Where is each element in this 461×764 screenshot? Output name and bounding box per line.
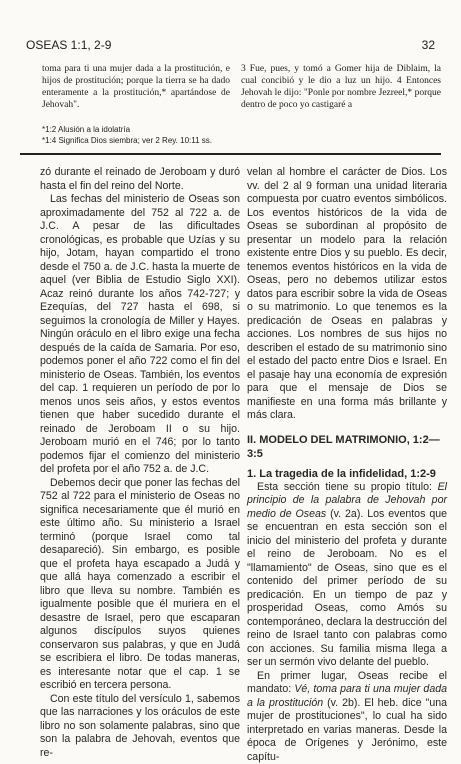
paragraph: Las fechas del ministerio de Oseas son aproximadamente del 752 al 722 a. de J.C. A pesar de las dificultades cronológicas, es probable que Uzías y su hijo, Jotam, hayan compartido el trono desde el 750 a. de J.C. hasta la muerte de aquel (ver Biblia de Estudio Siglo XXI). Acaz reinó durante los años 742-727; y Ezequías, del 727 hasta el 698, si seguimos la cronología de Miller y Hayes. Ningún oráculo en el libro exige una fecha después de la caída de Samaria. Por eso, podemos poner el año 722 como el fin del ministerio de Oseas. También, los eventos del cap. 1 requieren un período de por lo menos unos seis años, y estos eventos tienen que haber sucedido durante el reinado de Jeroboam II o su hijo. Jeroboam murió en el 746; por lo tanto podemos fijar el comienzo del ministerio del profeta por el año 752 a. de J.C. bbox=[40, 193, 240, 477]
bible-text-left: toma para ti una mujer dada a la prostitución, e hijos de prostitución; porque la tierra se ha dado enteramente a la prostitución,* apartándose de Jehovah". bbox=[42, 63, 230, 111]
text-run: (v. 2a). Los eventos que se encuentran en esta sección son el inicio del ministerio del profeta y durante el reino de Jeroboam. No es el "llamamiento" de Oseas, sino que es el contenido del primer período de su predicación. En un tiempo de paz y prosperidad Oseas, como Amós su contemporáneo, declara la destrucción del reino de Israel tanto con palabras como con acciones. Su familia misma llega a ser un sermón vivo delante del pueblo. bbox=[247, 508, 447, 669]
footnotes bbox=[42, 124, 441, 146]
bible-text-right: 3 Fue, pues, y tomó a Gomer hija de Diblaim, la cual concibió y le dio a luz un hijo. 4 Entonces Jehovah le dijo: "Ponle por nombre Jezreel,* porque dentro de poco yo castigaré a bbox=[241, 63, 441, 111]
page-number: 32 bbox=[422, 38, 435, 52]
bible-text-right-column bbox=[241, 63, 441, 111]
footnote: *1:4 Significa Dios siembra; ver 2 Rey. 10:11 ss. bbox=[42, 135, 441, 146]
chapter-reference: OSEAS 1:1, 2-9 bbox=[26, 38, 111, 52]
paragraph: Con este título del versículo 1, sabemos que las narraciones y los oráculos de este libro no son solamente palabras, sino que son la palabra de Jehovah, eventos que re- bbox=[40, 693, 240, 761]
paragraph bbox=[247, 481, 447, 670]
paragraph: zó durante el reinado de Jeroboam y duró hasta el fin del reino del Norte. bbox=[40, 166, 240, 193]
bible-text-left-column bbox=[42, 63, 230, 111]
paragraph: velan al hombre el carácter de Dios. Los vv. del 2 al 9 forman una unidad literaria compuesta por cuatro eventos simbólicos. Los eventos históricos de la vida de Oseas se subordinan al propósito de presentar un modelo para la relación existente entre Dios y su pueblo. Es decir, tenemos eventos históricos en la vida de Oseas, pero no debemos utilizar estos datos para escribir sobre la vida de Oseas o su matrimonio. Lo que tenemos es la predicación de Oseas en palabras y acciones. Los nombres de sus hijos no describen el estado de su matrimonio sino el estado del pacto entre Dios e Israel. En el pasaje hay una economía de expresión para que el mensaje de Dios se manifieste en una forma más brillante y más clara. bbox=[247, 166, 447, 423]
divider-rule bbox=[20, 153, 441, 155]
commentary-left-column bbox=[40, 166, 240, 703]
emphasis: Vé, toma para ti una mujer dada a la prostitución bbox=[247, 683, 447, 709]
commentary-body bbox=[40, 166, 447, 703]
emphasis: El principio de la palabra de Jehovah por medio de Oseas bbox=[247, 481, 447, 520]
bible-text-block bbox=[42, 63, 441, 111]
subsection-heading: 1. La tragedia de la infidelidad, 1:2-9 bbox=[247, 467, 447, 481]
commentary-right-column bbox=[247, 166, 447, 703]
footnote: *1:2 Alusión a la idolatría bbox=[42, 124, 441, 135]
running-header bbox=[26, 38, 435, 56]
text-run: (v. 2b). El heb. dice "una mujer de prostituciones", lo cual ha sido interpretado en varias maneras. Desde la época de Orígenes y Jerónimo, este capítu- bbox=[247, 697, 447, 763]
text-run: Esta sección tiene su propio título: bbox=[257, 481, 438, 493]
section-heading: II. MODELO DEL MATRIMONIO, 1:2—3:5 bbox=[247, 433, 447, 461]
paragraph bbox=[247, 670, 447, 764]
paragraph: Debemos decir que poner las fechas del 752 al 722 para el ministerio de Oseas no significa necesariamente que él murió en este último año. Su ministerio a Israel terminó (porque Israel como tal desapareció). Sin embargo, es posible que el profeta haya escapado a Judá y que allá haya comenzado a escribir el libro que lleva su nombre. También es igualmente posible que él muriera en el desastre de Israel, pero que escaparan algunos discípulos suyos quienes conservaron sus palabras, y que en Judá se escribiera el libro. De todas maneras, es interesante notar que el cap. 1 se escribió en tercera persona. bbox=[40, 477, 240, 693]
text-run: En primer lugar, Oseas recibe el mandato: bbox=[247, 670, 447, 696]
